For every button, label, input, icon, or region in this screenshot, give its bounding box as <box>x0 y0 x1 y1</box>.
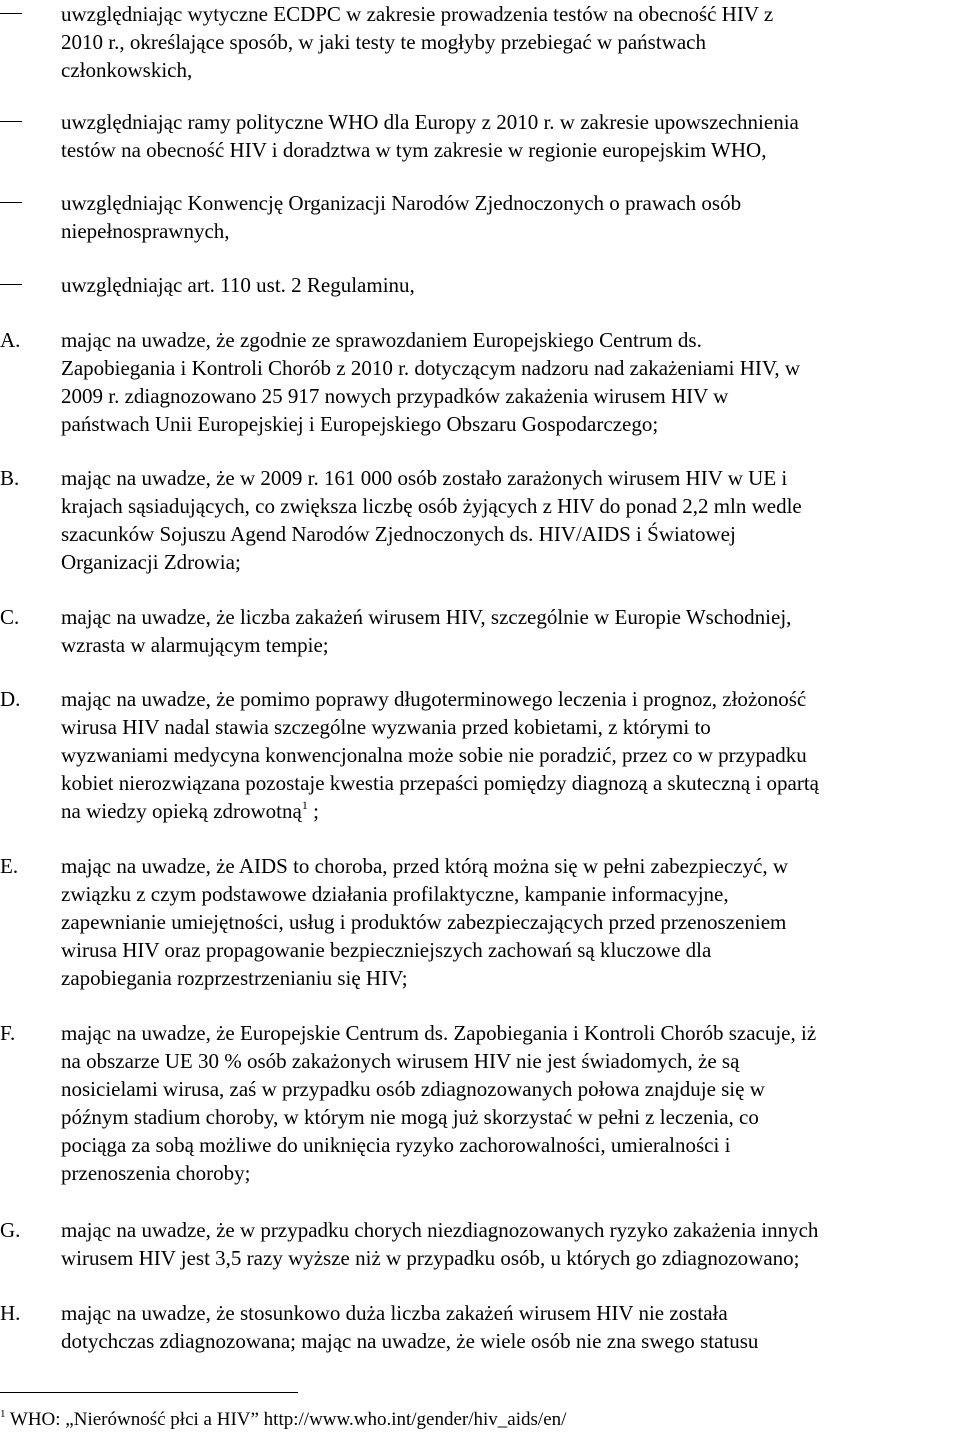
footnote-separator <box>0 1392 298 1393</box>
recital-g-letter: G. <box>0 1218 21 1242</box>
recital-a-line-2: Zapobiegania i Kontroli Chorób z 2010 r. dotyczącym nadzoru nad zakażeniami HIV, w <box>61 356 801 380</box>
recital-c-line-1: mając na uwadze, że liczba zakażeń wirusem HIV, szczególnie w Europie Wschodniej, <box>61 605 792 629</box>
recital-d-letter: D. <box>0 687 21 711</box>
recital-e-line-2: związku z czym podstawowe działania profilaktyczne, kampanie informacyjne, <box>61 882 729 906</box>
recital-d-line-3: wyzwaniami medycyna konwencjonalna może sobie nie poradzić, przez co w przypadku <box>61 743 807 767</box>
dash-bullet-icon <box>0 121 22 122</box>
recital-h-line-2: dotychczas zdiagnozowana; mając na uwadze, że wiele osób nie zna swego statusu <box>61 1329 759 1353</box>
footnote-text: WHO: „Nierówność płci a HIV” http://www.who.int/gender/hiv_aids/en/ <box>5 1409 567 1430</box>
footnote <box>0 1408 566 1432</box>
recital-d-line-1: mając na uwadze, że pomimo poprawy długoterminowego leczenia i prognoz, złożoność <box>61 687 807 711</box>
recital-f-line-3: nosicielami wirusa, zaś w przypadku osób zdiagnozowanych połowa znajduje się w <box>61 1077 765 1101</box>
recital-f-line-1: mając na uwadze, że Europejskie Centrum ds. Zapobiegania i Kontroli Chorób szacuje, iż <box>61 1021 817 1045</box>
recital-a-line-4: państwach Unii Europejskiej i Europejskiego Obszaru Gospodarczego; <box>61 412 659 436</box>
recital-b-letter: B. <box>0 466 20 490</box>
recital-f-line-2: na obszarze UE 30 % osób zakażonych wirusem HIV nie jest świadomych, że są <box>61 1049 740 1073</box>
recital-e-line-4: wirusa HIV oraz propagowanie bezpieczniejszych zachowań są kluczowe dla <box>61 938 712 962</box>
dash-bullet-icon <box>0 13 22 14</box>
dash-item-1-line-1: uwzględniając wytyczne ECDPC w zakresie prowadzenia testów na obecność HIV z <box>61 2 774 26</box>
footnote-number: 1 <box>0 1408 6 1420</box>
recital-e-line-5: zapobiegania rozprzestrzenianiu się HIV; <box>61 966 408 990</box>
recital-b-line-3: szacunków Sojuszu Agend Narodów Zjednoczonych ds. HIV/AIDS i Światowej <box>61 522 736 546</box>
recital-g-line-2: wirusem HIV jest 3,5 razy wyższe niż w przypadku osób, u których go zdiagnozowano; <box>61 1246 800 1270</box>
dash-item-4-line-1: uwzględniając art. 110 ust. 2 Regulaminu, <box>61 273 415 297</box>
recital-f-letter: F. <box>0 1021 16 1045</box>
recital-d-line-5-tail: ; <box>307 799 319 823</box>
recital-g-line-1: mając na uwadze, że w przypadku chorych niezdiagnozowanych ryzyko zakażenia innych <box>61 1218 819 1242</box>
recital-c-letter: C. <box>0 605 20 629</box>
dash-bullet-icon <box>0 202 22 203</box>
recital-b-line-1: mając na uwadze, że w 2009 r. 161 000 osób zostało zarażonych wirusem HIV w UE i <box>61 466 788 490</box>
dash-item-2-line-1: uwzględniając ramy polityczne WHO dla Europy z 2010 r. w zakresie upowszechnienia <box>61 110 799 134</box>
recital-d-line-2: wirusa HIV nadal stawia szczególne wyzwania przed kobietami, z którymi to <box>61 715 711 739</box>
recital-f-line-6: przenoszenia choroby; <box>61 1161 251 1185</box>
recital-e-line-1: mając na uwadze, że AIDS to choroba, przed którą można się w pełni zabezpieczyć, w <box>61 854 789 878</box>
recital-a-letter: A. <box>0 328 21 352</box>
footnote-reference[interactable]: 1 <box>301 798 308 812</box>
recital-d-line-5 <box>61 797 960 825</box>
recital-h-letter: H. <box>0 1301 21 1325</box>
recital-f-line-5: pociąga za sobą możliwe do uniknięcia ryzyko zachorowalności, umieralności i <box>61 1133 731 1157</box>
recital-b-line-4: Organizacji Zdrowia; <box>61 550 241 574</box>
recital-f-line-4: późnym stadium choroby, w którym nie mogą już skorzystać w pełni z leczenia, co <box>61 1105 759 1129</box>
dash-item-1-line-2: 2010 r., określające sposób, w jaki testy te mogłyby przebiegać w państwach <box>61 30 706 54</box>
recital-b-line-2: krajach sąsiadujących, co zwiększa liczbę osób żyjących z HIV do ponad 2,2 mln wedle <box>61 494 802 518</box>
recital-a-line-1: mając na uwadze, że zgodnie ze sprawozdaniem Europejskiego Centrum ds. <box>61 328 702 352</box>
recital-a-line-3: 2009 r. zdiagnozowano 25 917 nowych przypadków zakażenia wirusem HIV w <box>61 384 729 408</box>
dash-item-3-line-2: niepełnosprawnych, <box>61 219 230 243</box>
dash-item-3-line-1: uwzględniając Konwencję Organizacji Narodów Zjednoczonych o prawach osób <box>61 191 742 215</box>
recital-e-letter: E. <box>0 854 19 878</box>
dash-item-2-line-2: testów na obecność HIV i doradztwa w tym zakresie w regionie europejskim WHO, <box>61 138 767 162</box>
dash-bullet-icon <box>0 284 22 285</box>
recital-h-line-1: mając na uwadze, że stosunkowo duża liczba zakażeń wirusem HIV nie została <box>61 1301 728 1325</box>
dash-item-1-line-3: członkowskich, <box>61 58 193 82</box>
recital-c-line-2: wzrasta w alarmującym tempie; <box>61 633 329 657</box>
recital-e-line-3: zapewnianie umiejętności, usług i produktów zabezpieczających przed przenoszeniem <box>61 910 787 934</box>
recital-d-line-5-text: na wiedzy opieką zdrowotną <box>61 799 302 823</box>
recital-d-line-4: kobiet nierozwiązana pozostaje kwestia przepaści pomiędzy diagnozą a skuteczną i opartą <box>61 771 819 795</box>
